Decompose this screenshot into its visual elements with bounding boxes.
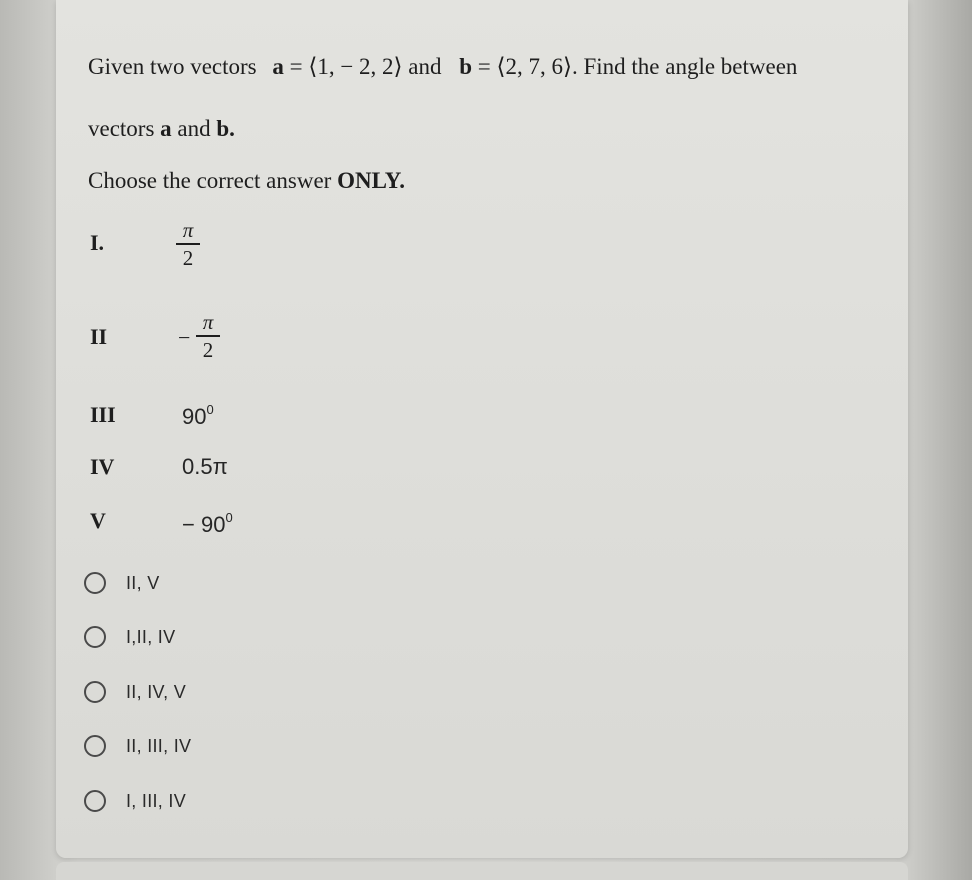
vector-b-value: = ⟨2, 7, 6⟩. [477,54,578,79]
line2-and: and [177,116,211,141]
question-prefix: Given two vectors [88,54,257,79]
radio-button[interactable] [84,572,106,594]
question-line-2 [88,116,235,142]
radio-button[interactable] [84,626,106,648]
answer-choice-5[interactable] [84,786,186,816]
choice-label: II, III, IV [126,735,192,756]
statement-2-numeral: II [90,324,108,349]
statement-5-number: − 90 [182,512,226,537]
question-line-1 [88,54,797,80]
statement-3-superscript: 0 [206,402,214,417]
statement-2-fraction [196,310,220,362]
next-card-edge [56,862,908,880]
instruction-emphasis: ONLY. [337,168,406,193]
vector-a-value: = ⟨1, − 2, 2⟩ [289,54,403,79]
choice-label: II, V [126,572,160,593]
statement-1-fraction-bar [176,243,200,245]
answer-choice-4[interactable] [84,731,191,761]
statement-5-superscript: 0 [225,510,233,525]
vector-b-name: b [459,54,473,79]
statement-3-numeral: III [90,402,116,427]
line2-vector-a: a [160,116,172,141]
radio-button[interactable] [84,735,106,757]
choice-label: I, III, IV [126,790,187,811]
choice-label: II, IV, V [126,681,187,702]
vector-a-name: a [272,54,284,79]
statement-4-numeral: IV [90,454,115,479]
statement-3-value [182,402,214,430]
statement-2-sign: − [178,325,191,350]
answer-choice-3[interactable] [84,677,186,707]
and-text: and [408,54,442,79]
statement-5-numeral: V [90,508,106,533]
statement-2-denominator: 2 [202,338,214,362]
instruction-prefix: Choose the correct answer [88,168,332,193]
statement-1-numeral: I. [90,230,105,255]
answer-choice-1[interactable] [84,568,160,598]
statement-2-numerator: π [202,310,214,334]
line2-prefix: vectors [88,116,155,141]
statement-3-number: 90 [182,404,207,429]
statement-1-fraction [176,218,200,270]
radio-button[interactable] [84,681,106,703]
statement-1-numerator: π [182,218,194,242]
statement-1-denominator: 2 [182,246,194,270]
line2-vector-b: b. [216,116,235,141]
statement-2-fraction-bar [196,335,220,337]
radio-button[interactable] [84,790,106,812]
statement-5-value [182,510,233,538]
instruction-line [88,168,405,194]
statement-4-value: 0.5π [182,454,228,479]
answer-choice-2[interactable] [84,622,175,652]
question-suffix: Find the angle between [583,54,798,79]
choice-label: I,II, IV [126,626,176,647]
